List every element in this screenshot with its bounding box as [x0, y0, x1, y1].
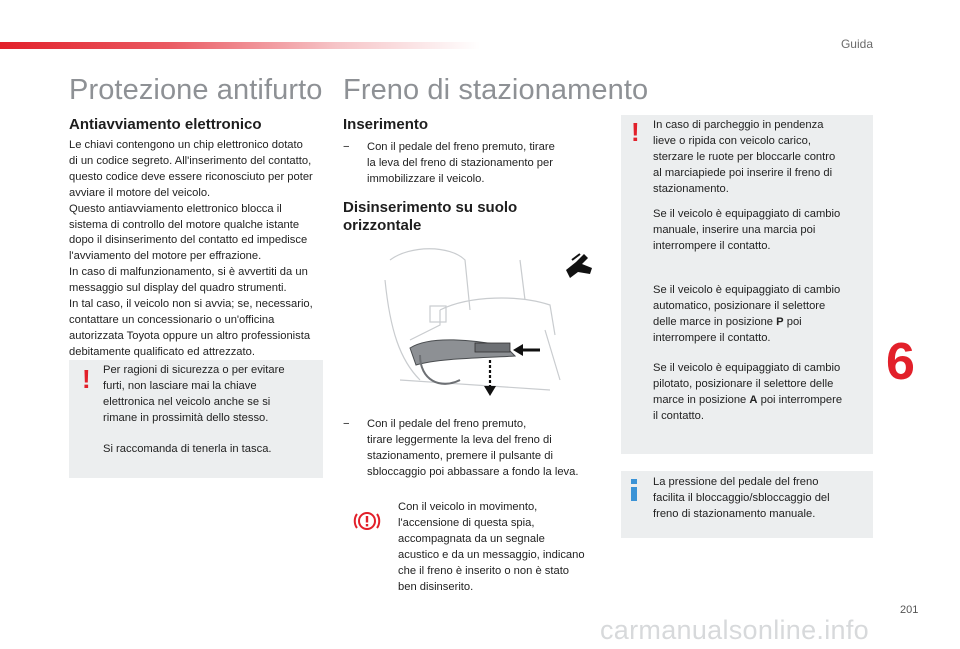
warning-automatic-text: Se il veicolo è equipaggiato di cambio automatico, posizionare il selettore delle marce in posizione P poi interrompere il contatto.	[653, 284, 841, 344]
warning-robotised-text: Se il veicolo è equipaggiato di cambio pilotato, posizionare il selettore delle marce in posizione A poi interrompere il contatto.	[653, 362, 843, 422]
heading-release: Disinserimento su suolo orizzontale	[343, 199, 518, 234]
warning-key-text: Per ragioni di sicurezza o per evitare furti, non lasciare mai la chiave elettronica nel veicolo anche se si rimane in prossimità dello stesso.	[103, 364, 285, 424]
brake-warning-lamp-icon	[353, 507, 381, 535]
warning-manual-text: Se il veicolo è equipaggiato di cambio manuale, inserire una marcia poi interrompere il contatto.	[653, 208, 841, 252]
bullet-marker-2: −	[343, 418, 350, 430]
page-title-antitheft: Protezione antifurto	[69, 74, 323, 106]
warning-icon: !	[82, 364, 91, 394]
hand-lever-icon	[562, 250, 596, 280]
warning-icon-2: !	[631, 117, 640, 147]
warning-slope-text: In caso di parcheggio in pendenza lieve o ripida con veicolo carico, sterzare le ruote per bloccarle contro al marciapiede poi inserire il freno di stazionamento.	[653, 119, 836, 195]
warning-key-note: Si raccomanda di tenerla in tasca.	[103, 443, 272, 455]
page-number: 201	[900, 604, 919, 616]
bullet-marker: −	[343, 141, 350, 153]
immobilizer-body: Le chiavi contengono un chip elettronico dotato di un codice segreto. All'inserimento del contatto, questo codice deve essere riconosciuto per poter avviare il motore del veicolo. Questo antiavviamento elettronico blocca il sistema di controllo del motore qualche istante dopo il disinserimento del contatto ed impedisce l'avviamento del motore per effrazione. In caso di malfunzionamento, si è avvertiti da un messaggio sul display del quadro strumenti. In tal caso, il veicolo non si avvia; se, necessario, contattare un concessionario o un'officina autorizzata Toyota oppure un altro professionista debitamente qualificato ed attrezzato.	[69, 139, 313, 358]
engage-instructions: Con il pedale del freno premuto, tirare la leva del freno di stazionamento per immobilizzare il veicolo.	[367, 141, 555, 185]
heading-immobilizer: Antiavviamento elettronico	[69, 116, 262, 133]
heading-engage: Inserimento	[343, 116, 429, 133]
top-accent-bar	[0, 42, 480, 49]
page-title-parking-brake: Freno di stazionamento	[343, 74, 649, 106]
info-icon	[630, 479, 638, 501]
info-text: La pressione del pedale del freno facilita il bloccaggio/sbloccaggio del freno di stazionamento manuale.	[653, 476, 830, 520]
brake-lamp-text: Con il veicolo in movimento, l'accensione di questa spia, accompagnata da un segnale acustico e da un messaggio, indicano che il freno è inserito o non è stato ben disinserito.	[398, 501, 585, 593]
release-instructions: Con il pedale del freno premuto, tirare leggermente la leva del freno di stazionamento, premere il pulsante di sbloccaggio poi abbassare a fondo la leva.	[367, 418, 579, 478]
chapter-tab: 6	[886, 333, 915, 391]
section-label: Guida	[840, 37, 873, 51]
watermark: carmanualsonline.info	[600, 615, 869, 645]
